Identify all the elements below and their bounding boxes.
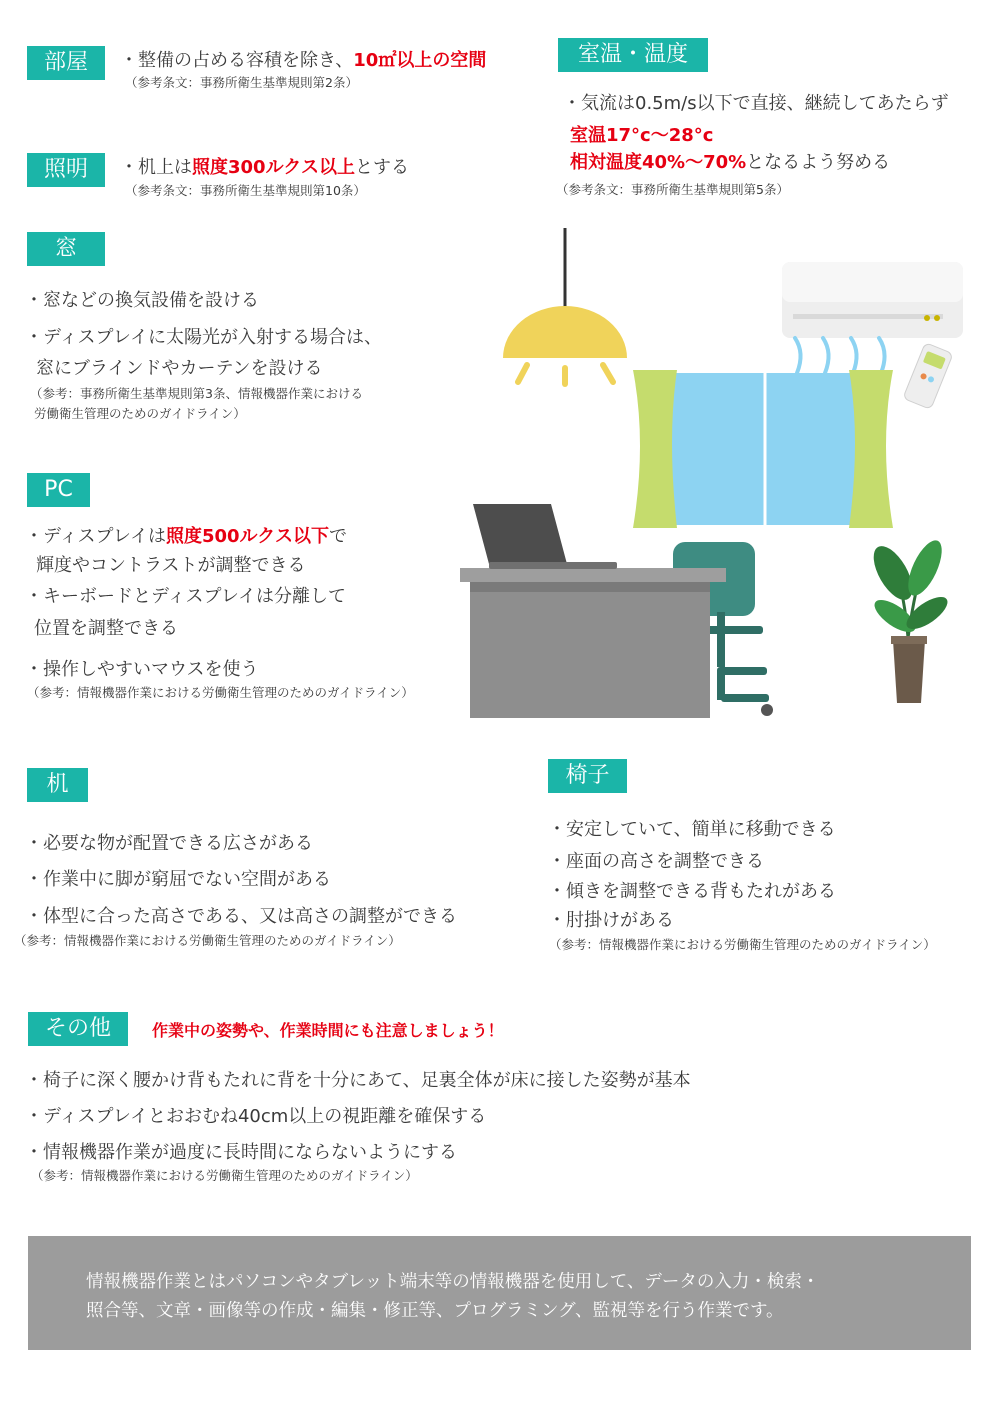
desk-line-2: ・作業中に脚が窮屈でない空間がある [25, 869, 331, 890]
temperature-tag: 室温・温度 [558, 38, 708, 72]
desk-icon [460, 568, 726, 718]
chair-line-4: ・肘掛けがある [548, 910, 674, 931]
lighting-text-post: とする [355, 157, 410, 178]
window-reference-2: 労働衛生管理のためのガイドライン） [34, 406, 246, 421]
temperature-airflow: ・気流は0.5m/s以下で直接、継続してあたらず [563, 93, 949, 114]
humidity-text: となるよう努める [746, 152, 891, 173]
lighting-highlight: 照度300ルクス以上 [192, 157, 356, 178]
desk-line-3: ・体型に合った高さである、又は高さの調整ができる [25, 906, 457, 927]
pc-line-1 [25, 522, 347, 548]
chair-reference: （参考：情報機器作業における労働衛生管理のためのガイドライン） [549, 937, 936, 952]
pc-highlight: 照度500ルクス以下 [165, 526, 329, 547]
humidity-highlight: 相対温度40%〜70% [570, 152, 747, 173]
other-tag: その他 [28, 1012, 128, 1046]
desk-reference: （参考：情報機器作業における労働衛生管理のためのガイドライン） [14, 933, 401, 948]
room-text: ・整備の占める容積を除き、 [120, 50, 354, 71]
other-line-1: ・椅子に深く腰かけ背もたれに背を十分にあて、足裏全体が床に接した姿勢が基本 [25, 1070, 691, 1091]
room-requirement [120, 46, 486, 72]
desk-tag: 机 [27, 768, 88, 802]
chair-line-2: ・座面の高さを調整できる [548, 851, 764, 872]
other-headline: 作業中の姿勢や、作業時間にも注意しましょう！ [152, 1021, 504, 1040]
other-line-3: ・情報機器作業が過度に長時間にならないようにする [25, 1142, 457, 1163]
window-line-3: 窓にブラインドやカーテンを設ける [36, 358, 323, 379]
lighting-tag: 照明 [27, 153, 105, 187]
window-icon [633, 370, 893, 528]
lighting-requirement [120, 153, 409, 179]
pc-text-pre: ・ディスプレイは [25, 526, 166, 547]
pc-text-post: で [329, 526, 347, 547]
remote-control-icon [903, 343, 953, 410]
window-line-2: ・ディスプレイに太陽光が入射する場合は、 [25, 327, 382, 348]
pc-reference: （参考：情報機器作業における労働衛生管理のためのガイドライン） [27, 685, 414, 700]
pc-line-3: ・キーボードとディスプレイは分離して [25, 586, 346, 607]
desk-line-1: ・必要な物が配置できる広さがある [25, 833, 313, 854]
other-line-2: ・ディスプレイとおおむね40cm以上の視距離を確保する [25, 1106, 487, 1127]
window-tag: 窓 [27, 232, 105, 266]
pc-tag: PC [27, 473, 90, 507]
window-reference-1: （参考：事務所衛生基準規則第3条、情報機器作業における [30, 386, 363, 401]
chair-line-3: ・傾きを調整できる背もたれがある [548, 881, 836, 902]
lighting-text-pre: ・机上は [120, 157, 192, 178]
pendant-lamp-icon [503, 228, 627, 384]
other-reference: （参考：情報機器作業における労働衛生管理のためのガイドライン） [31, 1168, 418, 1183]
temperature-reference: （参考条文：事務所衛生基準規則第5条） [556, 182, 789, 197]
pc-line-2: 輝度やコントラストが調整できる [36, 555, 306, 576]
room-reference: （参考条文：事務所衛生基準規則第2条） [125, 75, 358, 90]
lighting-reference: （参考条文：事務所衛生基準規則第10条） [125, 183, 366, 198]
room-highlight: 10㎡以上の空間 [353, 50, 487, 71]
definition-note-line-1: 情報機器作業とはパソコンやタブレット端末等の情報機器を使用して、データの入力・検索・ [86, 1272, 820, 1292]
laptop-icon [473, 504, 617, 569]
office-illustration [455, 228, 990, 728]
chair-tag: 椅子 [548, 759, 627, 793]
window-line-1: ・窓などの換気設備を設ける [25, 290, 259, 311]
chair-line-1: ・安定していて、簡単に移動できる [548, 819, 836, 840]
pc-line-4: 位置を調整できる [34, 618, 178, 639]
temperature-range: 室温17°c〜28°c [570, 125, 714, 146]
definition-note [28, 1236, 971, 1350]
room-tag: 部屋 [27, 46, 105, 80]
definition-note-line-2: 照合等、文章・画像等の作成・編集・修正等、プログラミング、監視等を行う作業です。 [86, 1301, 784, 1321]
pc-line-5: ・操作しやすいマウスを使う [25, 659, 259, 680]
plant-icon [866, 536, 953, 703]
humidity-range [570, 148, 890, 174]
